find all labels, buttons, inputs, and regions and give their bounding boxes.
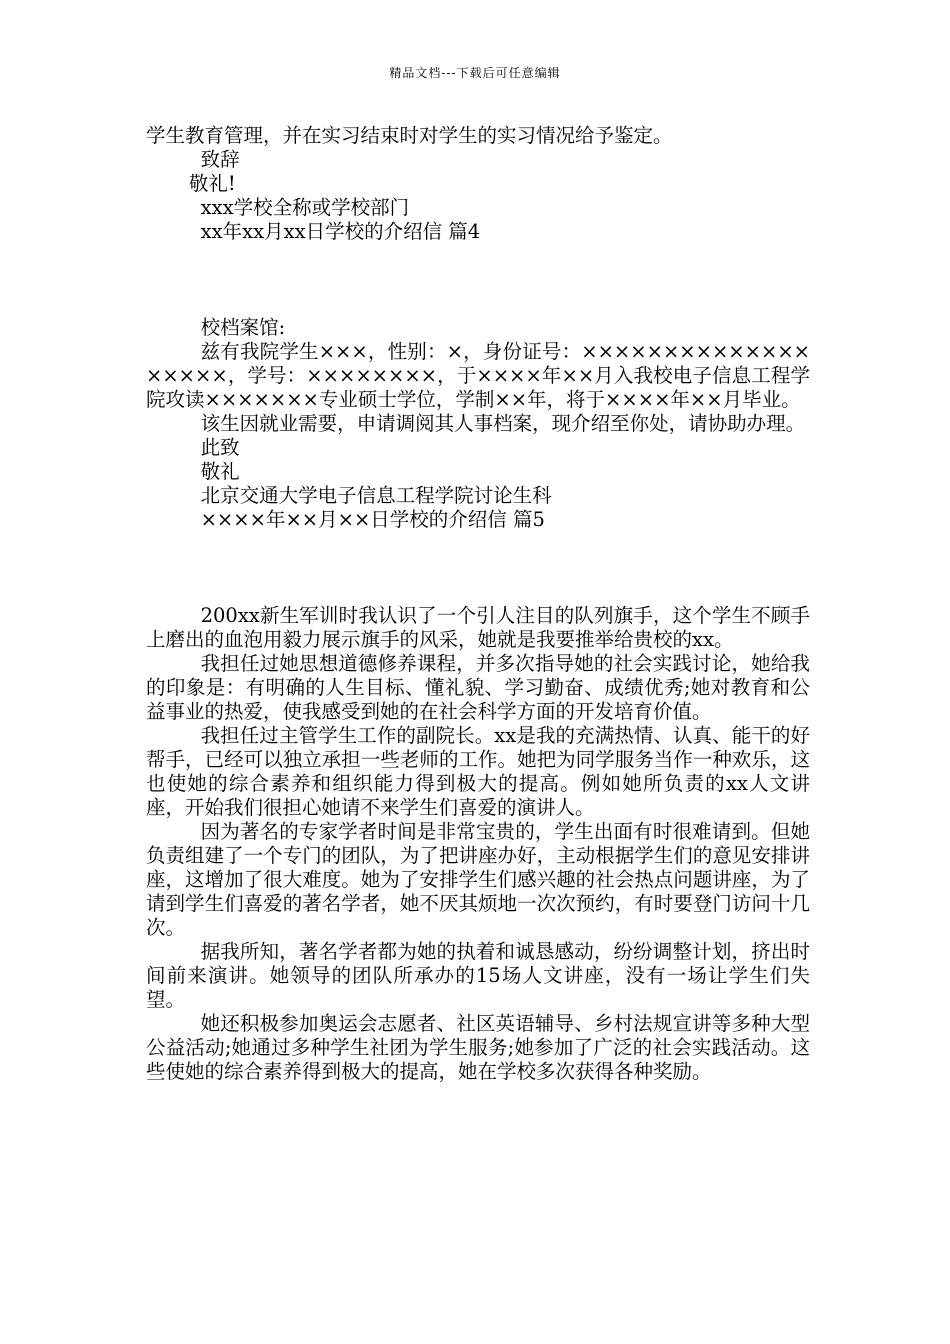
part3-closing1: 致辞 — [200, 148, 240, 171]
part5-paragraph-5: 据我所知，著名学者都为她的执着和诚恳感动，纷纷调整计划，挤出时间前来演讲。她领导的团队所承办的15场人文讲座，没有一场让学生们失望。 — [146, 940, 810, 1011]
part5-paragraph-4: 因为著名的专家学者时间是非常宝贵的，学生出面有时很难请到。但她负责组建了一个专门的团队，为了把讲座办好，主动根据学生们的意见安排讲座，这增加了很大难度。她为了安排学生们感兴趣的社会热点问题讲座，为了请到学生们喜爱的著名学者，她不厌其烦地一次次预约，有时要登门访问十几次。 — [146, 820, 810, 939]
part3-signature: xxx学校全称或学校部门 — [200, 196, 410, 219]
part4-paragraph-2: 该生因就业需要，申请调阅其人事档案，现介绍至你处，请协助办理。 — [200, 412, 806, 435]
part3-closing2: 敬礼! — [188, 172, 236, 195]
part5-paragraph-3: 我担任过主管学生工作的副院长。xx是我的充满热情、认真、能干的好帮手，已经可以独立承担一些老师的工作。她把为同学服务当作一种欢乐，这也使她的综合素养和组织能力得到极大的提高。例如她所负责的xx人文讲座，开始我们很担心她请不来学生们喜爱的演讲人。 — [146, 724, 810, 819]
part3-date-title: xx年xx月xx日学校的介绍信 篇4 — [200, 220, 481, 243]
part3-tail: 学生教育管理，并在实习结束时对学生的实习情况给予鉴定。 — [146, 124, 673, 147]
document-body — [146, 124, 810, 1084]
part4-salutation: 校档案馆: — [200, 316, 286, 339]
part5-paragraph-1: 200xx新生军训时我认识了一个引人注目的队列旗手，这个学生不顾手上磨出的血泡用毅力展示旗手的风采，她就是我要推举给贵校的xx。 — [146, 604, 810, 651]
part4-closing1: 此致 — [200, 436, 240, 459]
part5-paragraph-6: 她还积极参加奥运会志愿者、社区英语辅导、乡村法规宣讲等多种大型公益活动;她通过多种学生社团为学生服务;她参加了广泛的社会实践活动。这些使她的综合素养得到极大的提高，她在学校多次获得各种奖励。 — [146, 1012, 810, 1083]
part5-paragraph-2: 我担任过她思想道德修养课程，并多次指导她的社会实践讨论，她给我的印象是：有明确的人生目标、懂礼貌、学习勤奋、成绩优秀;她对教育和公益事业的热爱，使我感受到她的在社会科学方面的开发培育价值。 — [146, 652, 810, 723]
part4-date-title: ××××年××月××日学校的介绍信 篇5 — [200, 508, 545, 531]
part4-signature: 北京交通大学电子信息工程学院讨论生科 — [200, 484, 552, 507]
part4-paragraph-1: 兹有我院学生×××，性别：×，身份证号：×××××××××××××××××××，学号：××××××××，于××××年××月入我校电子信息工程学院攻读×××××××专业硕士学位，学制××年，将于××××年××月毕业。 — [146, 340, 810, 411]
section-gap — [146, 532, 810, 604]
section-gap — [146, 244, 810, 316]
part4-closing2: 敬礼 — [200, 460, 240, 483]
page-header: 精品文档---下载后可任意编辑 — [389, 66, 561, 80]
